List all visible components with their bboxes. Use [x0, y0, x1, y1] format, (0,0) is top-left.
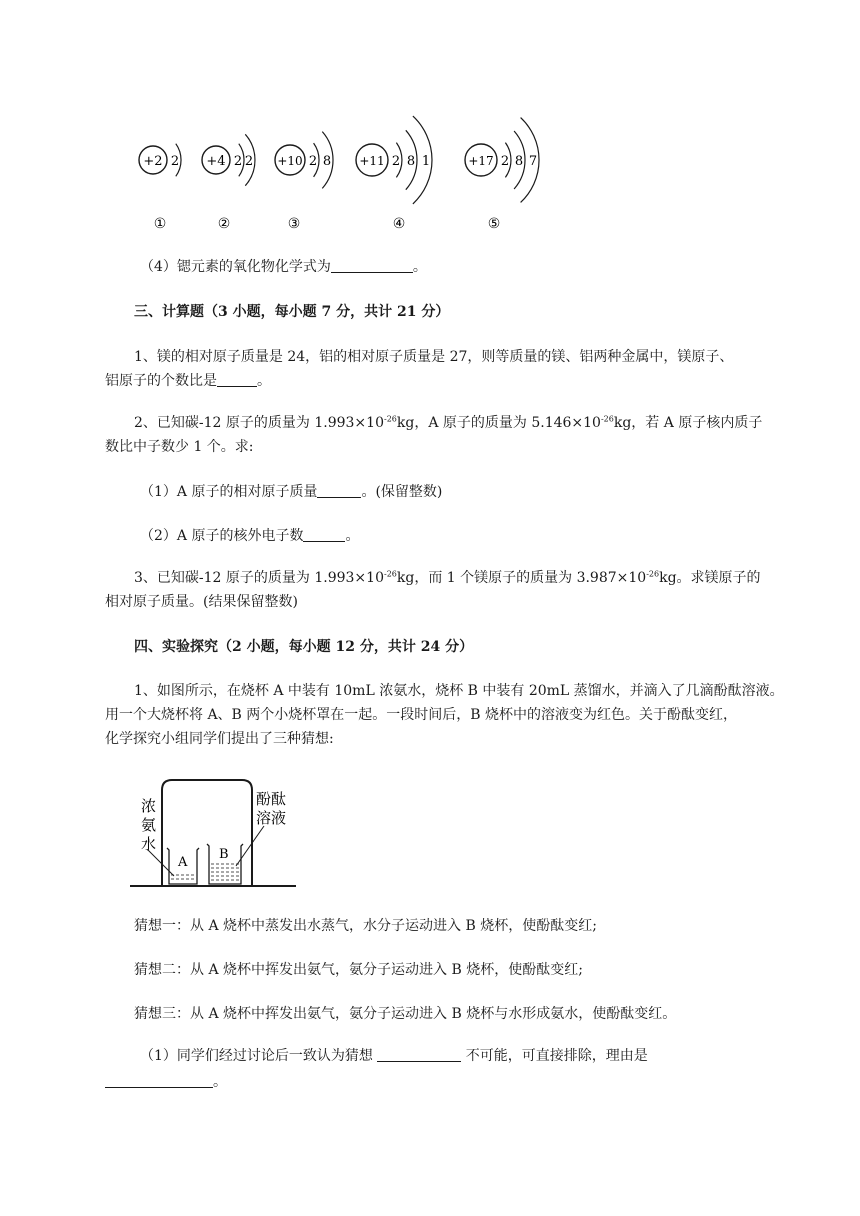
- atom-label: ⑤: [487, 216, 501, 232]
- s3-q3-text-a: 3、已知碳-12 原子的质量为 1.993×10: [134, 570, 384, 586]
- question-4-suffix: 。: [412, 259, 427, 275]
- large-beaker: [162, 780, 252, 886]
- shell-electron-count: 8: [514, 154, 524, 169]
- guess-3: 猜想三：从 A 烧杯中挥发出氨气，氨分子运动进入 B 烧杯与水形成氨水，使酚酞变红。: [134, 1006, 677, 1022]
- label-shui: 水: [141, 835, 157, 853]
- shell-electron-count: 2: [391, 154, 401, 169]
- shell-electron-count: 8: [406, 154, 416, 169]
- s4-q1-sub1-end: 。: [213, 1074, 227, 1090]
- shell-electron-count: 2: [500, 154, 510, 169]
- nucleus-charge: +17: [468, 154, 494, 168]
- s3-q1-line2: [105, 369, 271, 393]
- nucleus-charge: +11: [359, 154, 385, 168]
- s3-q2-text-c: kg，若 A 原子核内质子: [613, 415, 763, 431]
- s4-q1-sub1-line1: [140, 1044, 648, 1068]
- shell-electron-count: 2: [233, 154, 243, 169]
- shell-electron-count: 2: [170, 154, 180, 169]
- shell-electron-count: 2: [308, 154, 318, 169]
- beaker-a-label: A: [178, 855, 188, 870]
- shell-electron-count: 8: [322, 154, 332, 169]
- s3-q1-answer-blank[interactable]: [217, 370, 257, 387]
- s3-q2-sub1-answer-blank[interactable]: [317, 481, 361, 498]
- s3-q1-text: 铝原子的个数比是: [105, 373, 217, 389]
- s3-q2-line2: 数比中子数少 1 个。求:: [105, 439, 254, 455]
- atom-label: ④: [392, 216, 406, 232]
- s4-q1-line1: 1、如图所示，在烧杯 A 中装有 10mL 浓氨水，烧杯 B 中装有 20mL 蒸馏水，并滴入了几滴酚酞溶液。: [134, 683, 784, 699]
- s3-q2-sub1: [140, 480, 442, 504]
- s3-q2-exponent-2: -26: [600, 414, 614, 424]
- s3-q3-exponent-2: -26: [646, 569, 660, 579]
- atom-label: ①: [153, 216, 167, 232]
- s3-q2-sub1-suffix: 。(保留整数): [361, 484, 443, 500]
- s4-q1-line3: 化学探究小组同学们提出了三种猜想:: [105, 731, 334, 747]
- nucleus-charge: +2: [143, 154, 163, 169]
- s4-q1-line2: 用一个大烧杯将 A、B 两个小烧杯罩在一起。一段时间后，B 烧杯中的溶液变为红色。关于酚酞变红，: [105, 707, 738, 723]
- nucleus-charge: +10: [277, 154, 303, 168]
- guess-2: 猜想二：从 A 烧杯中挥发出氨气，氨分子运动进入 B 烧杯，使酚酞变红;: [134, 962, 583, 978]
- s4-q1-sub1-mid: 不可能，可直接排除，理由是: [461, 1048, 648, 1064]
- atom-structure-diagram: [120, 110, 580, 240]
- atom-label: ③: [287, 216, 301, 232]
- s4-q1-sub1-guess-blank[interactable]: [377, 1045, 461, 1062]
- beaker-b-label: B: [219, 847, 229, 862]
- section-3-title: 三、计算题（3 小题，每小题 7 分，共计 21 分）: [134, 304, 450, 320]
- shell-electron-count: 1: [421, 154, 431, 169]
- shell-electron-count: 2: [244, 154, 254, 169]
- question-4-text: （4）锶元素的氧化物化学式为: [140, 259, 331, 275]
- s4-q1-sub1-line2: [105, 1070, 227, 1094]
- s3-q1-suffix: 。: [257, 373, 271, 389]
- atom-label: ②: [217, 216, 231, 232]
- label-nong: 浓: [141, 797, 157, 815]
- label-an: 氨: [141, 816, 157, 834]
- s3-q2-sub2-suffix: 。: [345, 528, 360, 544]
- beaker-experiment-diagram: [130, 778, 300, 893]
- s3-q2-exponent-1: -26: [383, 414, 397, 424]
- s3-q2-sub2-answer-blank[interactable]: [303, 525, 345, 542]
- shell-electron-count: 7: [528, 154, 538, 169]
- s4-q1-sub1-reason-blank[interactable]: [105, 1071, 213, 1088]
- s4-q1-sub1-text: （1）同学们经过讨论后一致认为猜想: [140, 1048, 378, 1064]
- nucleus-charge: +4: [206, 154, 226, 169]
- section-4-title: 四、实验探究（2 小题，每小题 12 分，共计 24 分）: [134, 639, 474, 655]
- question-4-answer-blank[interactable]: [331, 256, 413, 273]
- question-4: [140, 255, 427, 279]
- s3-q3-exponent-1: -26: [383, 569, 397, 579]
- guess-1: 猜想一：从 A 烧杯中蒸发出水蒸气，水分子运动进入 B 烧杯，使酚酞变红;: [134, 918, 597, 934]
- s3-q2-text-b: kg，A 原子的质量为 5.146×10: [396, 415, 601, 431]
- label-phenolphthalein: 酚酞: [256, 790, 287, 808]
- s3-q3-text-b: kg，而 1 个镁原子的质量为 3.987×10: [396, 570, 647, 586]
- s3-q2-sub2: [140, 524, 359, 548]
- s3-q3-line1: [134, 566, 761, 590]
- s3-q2-sub1-text: （1）A 原子的相对原子质量: [140, 484, 318, 500]
- pointer-line-b: [236, 826, 264, 866]
- s3-q2-sub2-text: （2）A 原子的核外电子数: [140, 528, 304, 544]
- label-solution: 溶液: [256, 809, 287, 827]
- s3-q2-text-a: 2、已知碳-12 原子的质量为 1.993×10: [134, 415, 384, 431]
- s3-q2-line1: [134, 411, 762, 435]
- s3-q3-line2: 相对原子质量。(结果保留整数): [105, 594, 298, 610]
- s3-q1-line1: 1、镁的相对原子质量是 24，铝的相对原子质量是 27，则等质量的镁、铝两种金属中，镁原子、: [134, 349, 734, 365]
- s3-q3-text-c: kg。求镁原子的: [659, 570, 761, 586]
